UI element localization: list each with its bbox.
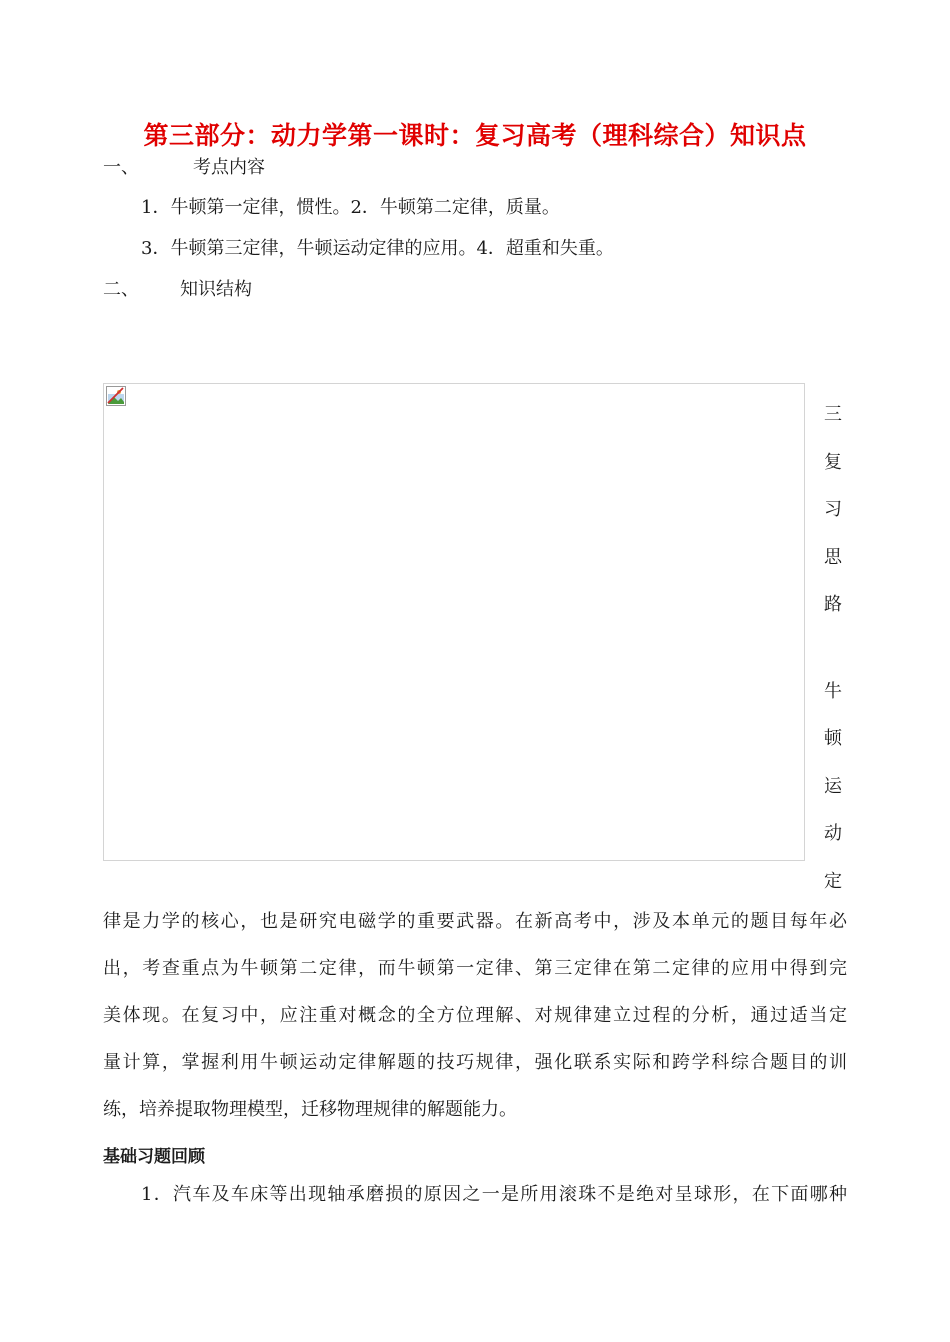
paragraph-line: 练，培养提取物理模型，迁移物理规律的解题能力。 <box>103 1099 517 1120</box>
paragraph-line: 出，考查重点为牛顿第二定律，而牛顿第一定律、第三定律在第二定律的应用中得到完 <box>103 958 847 979</box>
section-heading-1: 考点内容 <box>193 157 265 178</box>
vertical-char: 三 <box>824 404 842 425</box>
section-heading-2: 知识结构 <box>180 279 252 300</box>
page-title: 第三部分：动力学第一课时：复习高考（理科综合）知识点 <box>143 121 807 150</box>
vertical-char: 牛 <box>824 681 842 702</box>
vertical-char: 习 <box>824 499 842 520</box>
vertical-char: 运 <box>824 776 842 797</box>
exercise-line: 1．汽车及车床等出现轴承磨损的原因之一是所用滚珠不是绝对呈球形，在下面哪种 <box>141 1184 847 1205</box>
vertical-char: 复 <box>824 452 842 473</box>
section-number-1: 一、 <box>103 157 139 178</box>
vertical-text-column <box>823 0 843 1342</box>
vertical-char: 定 <box>824 871 842 892</box>
content-line-2: 3．牛顿第三定律，牛顿运动定律的应用。4．超重和失重。 <box>141 238 614 259</box>
broken-image-icon <box>106 386 126 406</box>
paragraph-line: 律是力学的核心，也是研究电磁学的重要武器。在新高考中，涉及本单元的题目每年必 <box>103 911 847 932</box>
section-number-2: 二、 <box>103 279 139 300</box>
review-paragraph <box>103 898 847 1133</box>
vertical-char: 动 <box>824 823 842 844</box>
paragraph-line: 量计算，掌握利用牛顿运动定律解题的技巧规律，强化联系实际和跨学科综合题目的训 <box>103 1052 847 1073</box>
exercise-heading: 基础习题回顾 <box>103 1147 205 1167</box>
content-line-1: 1．牛顿第一定律，惯性。2．牛顿第二定律，质量。 <box>141 197 560 218</box>
vertical-char: 顿 <box>824 728 842 749</box>
paragraph-line: 美体现。在复习中，应注重对概念的全方位理解、对规律建立过程的分析，通过适当定 <box>103 1005 847 1026</box>
vertical-char: 路 <box>824 594 842 615</box>
vertical-char: 思 <box>824 547 842 568</box>
exercise-question <box>103 1171 847 1218</box>
knowledge-structure-image <box>103 383 805 861</box>
